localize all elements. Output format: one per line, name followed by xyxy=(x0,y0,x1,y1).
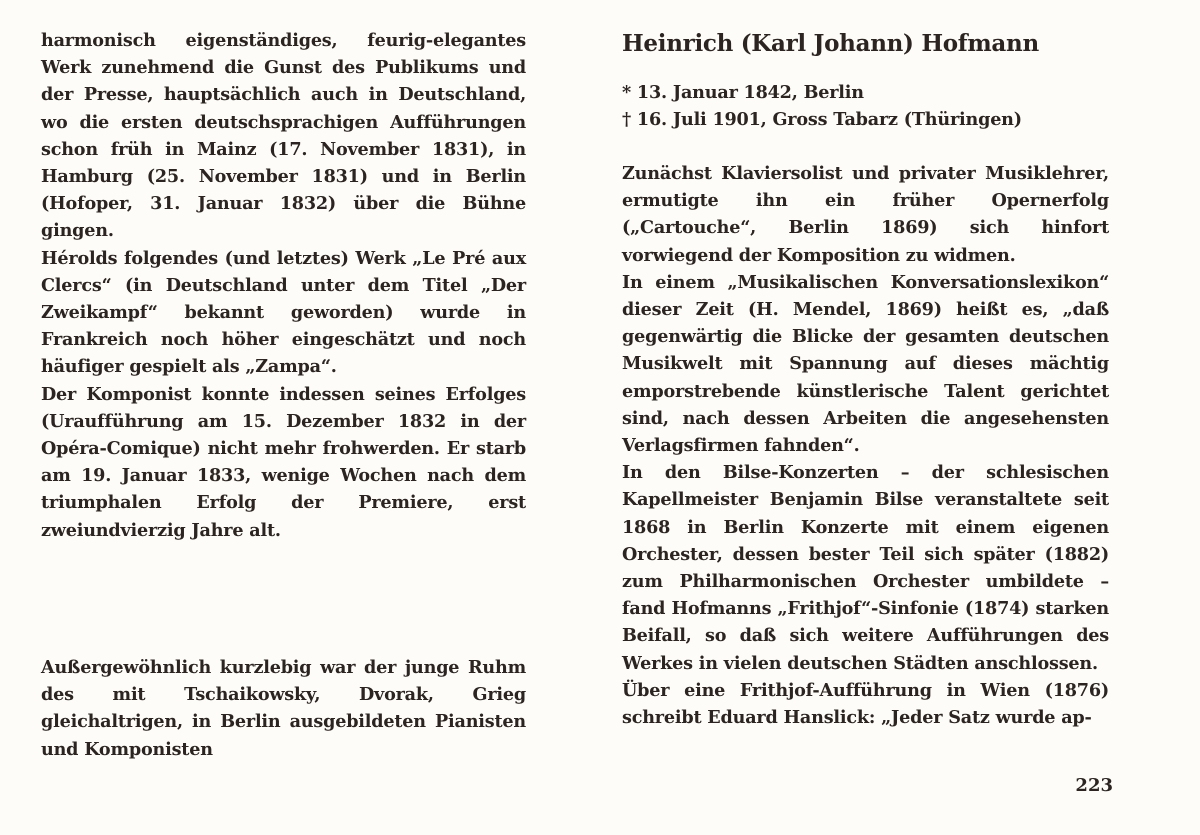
death-line: † 16. Juli 1901, Gross Tabarz (Thüringen) xyxy=(622,109,1022,130)
paragraph-lexikon-quote: In einem „Musikalischen Konversationslexikon“ dieser Zeit (H. Mendel, 1869) heißt es, „daß gegenwärtig die Blicke der gesamten deutschen Musikwelt mit Spannung auf dieses mächtig emporstrebende künstlerische Talent gerichtet sind, nach dessen Arbeiten die angesehensten Verlagsfirmen fahnden“. xyxy=(622,271,1109,457)
paragraph-hanslick: Über eine Frithjof-Aufführung in Wien (1876) schreibt Eduard Hanslick: „Jeder Satz wurde ap- xyxy=(622,679,1109,729)
paragraph-bilse-concerts: In den Bilse-Konzerten – der schlesischen Kapellmeister Benjamin Bilse veranstaltete seit 1868 in Berlin Konzerte mit einem eigenen Orchester, dessen bester Teil sich später (1882) zum Philharmonischen Orchester umbildete – fand Hofmanns „Frithjof“-Sinfonie (1874) starken Beifall, so daß sich weitere Aufführungen des Werkes in vielen deutschen Städten anschlossen. xyxy=(622,462,1109,674)
left-text-block-bottom xyxy=(41,654,526,763)
paragraph-herold-success: harmonisch eigenständiges, feurig-elegantes Werk zunehmend die Gunst des Publikums und der Presse, hauptsächlich auch in Deutschland, wo die ersten deutschsprachigen Aufführungen schon früh in Mainz (17. November 1831), in Hamburg (25. November 1831) und in Berlin (Hofoper, 31. Januar 1832) über die Bühne gingen. xyxy=(41,30,526,242)
paragraph-le-pre-aux-clercs: Hérolds folgendes (und letztes) Werk „Le Pré aux Clercs“ (in Deutschland unter dem Titel „Der Zweikampf“ bekannt geworden) wurde in Frankreich noch höher eingeschätzt und noch häufiger gespielt als „Zampa“. xyxy=(41,247,526,378)
paragraph-composer-death: Der Komponist konnte indessen seines Erfolges (Uraufführung am 15. Dezember 1832 in der Opéra-Comique) nicht mehr frohwerden. Er starb am 19. Januar 1833, wenige Wochen nach dem triumphalen Erfolg der Premiere, erst zweiundvierzig Jahre alt. xyxy=(41,383,526,541)
birth-line: * 13. Januar 1842, Berlin xyxy=(622,82,864,103)
biographical-dates xyxy=(622,79,1109,133)
paragraph-hofmann-intro: Außergewöhnlich kurzlebig war der junge Ruhm des mit Tschaikowsky, Dvorak, Grieg gleichaltrigen, in Berlin ausgebildeten Pianisten und Komponisten xyxy=(41,657,526,760)
left-text-block-top xyxy=(41,27,526,544)
paragraph-career-start: Zunächst Klaviersolist und privater Musiklehrer, ermutigte ihn ein früher Opernerfolg („Cartouche“, Berlin 1869) sich hinfort vorwiegend der Komposition zu widmen. xyxy=(622,163,1109,266)
entry-title: Heinrich (Karl Johann) Hofmann xyxy=(622,30,1039,57)
right-text-block xyxy=(622,160,1109,731)
page-number: 223 xyxy=(1075,775,1113,796)
